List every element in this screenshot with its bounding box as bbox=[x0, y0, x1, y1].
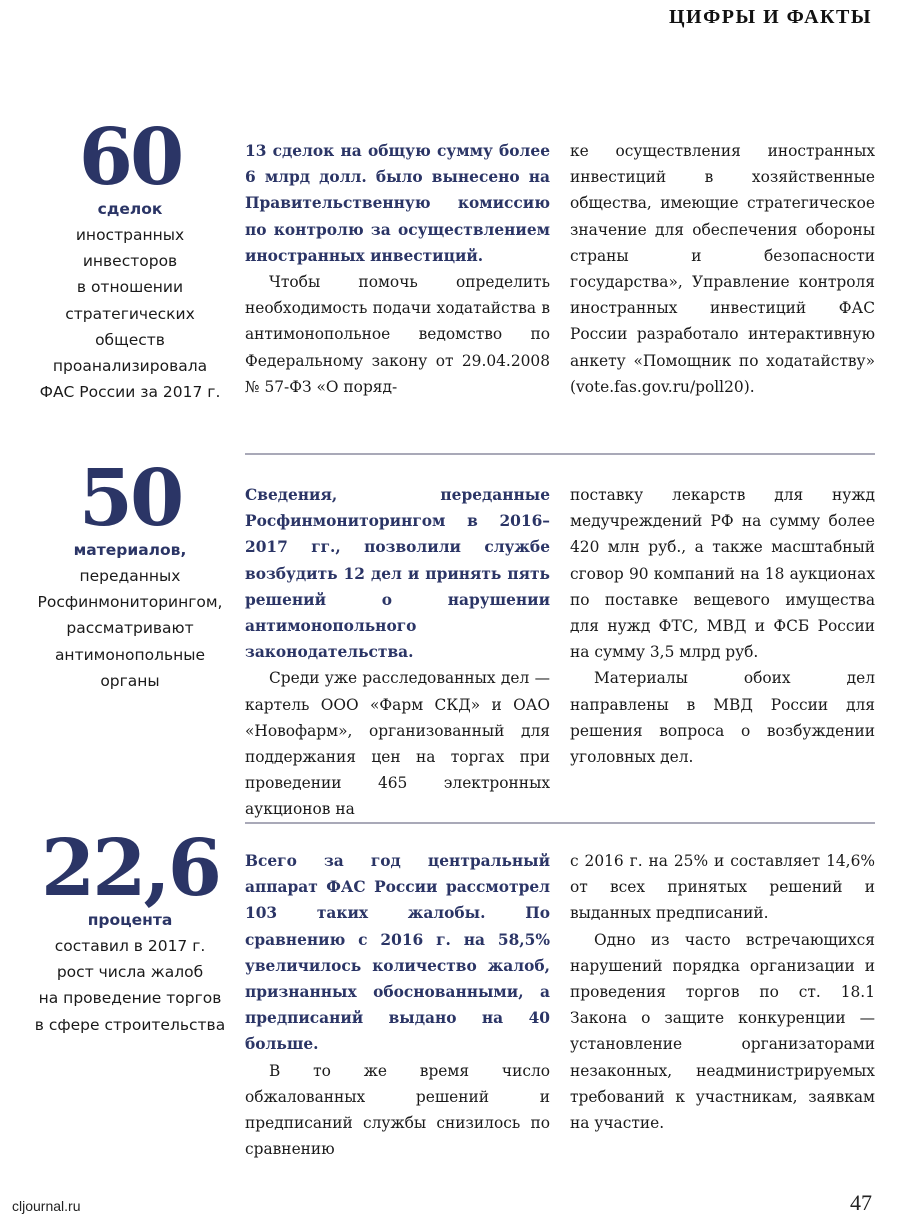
text-column-left bbox=[245, 138, 550, 400]
desc-line: иностранных bbox=[75, 226, 185, 244]
desc-line: Росфинмониторингом, bbox=[37, 593, 223, 612]
text-column-left bbox=[245, 482, 550, 823]
stat-panel bbox=[30, 823, 230, 1038]
desc-line: ФАС России за 2017 г. bbox=[39, 383, 221, 402]
body-paragraph: с 2016 г. на 25% и составляет 14,6% от всех принятых решений и выданных предписаний. bbox=[570, 852, 875, 923]
body-paragraph: ке осуществления иностранных инвестиций в хозяйственные общества, имеющие стратегическое значение для обеспечения обороны страны и безопасности государства», Управление контроля иностранных инвестиций ФАС России разработало интерактивную анкету «Помощник по ходатайству» (vote.fas.gov.ru/poll20). bbox=[570, 142, 875, 396]
stat-panel bbox=[30, 453, 230, 694]
desc-line: рассматривают bbox=[66, 619, 194, 638]
desc-line: инвесторов bbox=[82, 252, 178, 271]
stat-description bbox=[30, 222, 230, 405]
desc-line: на проведение торгов bbox=[38, 989, 222, 1008]
desc-line: органы bbox=[100, 671, 160, 690]
desc-line: обществ bbox=[95, 330, 165, 349]
desc-line: составил в 2017 г. bbox=[54, 937, 206, 955]
lead-paragraph: 13 сделок на общую сумму более 6 млрд долл. было вынесено на Правительственную комиссию по контролю за осуществлением иностранных инвестиций. bbox=[245, 142, 550, 265]
stat-description bbox=[30, 933, 230, 1038]
desc-line: рост числа жалоб bbox=[56, 963, 204, 982]
stat-number: 60 bbox=[78, 112, 182, 203]
stat-unit: процента bbox=[87, 911, 173, 929]
stat-unit: материалов, bbox=[73, 541, 187, 559]
desc-line: в отношении bbox=[76, 278, 184, 297]
lead-paragraph: Сведения, переданные Росфинмониторингом в 2016–2017 гг., позволили службе возбудить 12 дел и принять пять решений о нарушении антимонопольного законодательства. bbox=[245, 486, 550, 662]
stat-panel bbox=[30, 112, 230, 405]
desc-line: антимонопольные bbox=[54, 645, 206, 664]
section-title: ЦИФРЫ И ФАКТЫ bbox=[668, 6, 872, 28]
desc-line: проанализировала bbox=[52, 357, 208, 376]
text-column-right bbox=[570, 138, 875, 400]
stat-number: 50 bbox=[78, 453, 182, 544]
body-paragraph: Одно из часто встречающихся нарушений порядка организации и проведения торгов по ст. 18.1 Закона о защите конкуренции — установление организаторами незаконных, неадминистрируемых требований к участникам, заявкам на участие. bbox=[570, 930, 875, 1133]
body-paragraph: поставку лекарств для нужд медучреждений РФ на сумму более 420 млн руб., а также масштабный сговор 90 компаний на 18 аукционах по поставке вещевого имущества для нужд ФТС, МВД и ФСБ России на сумму 3,5 млрд руб. bbox=[570, 486, 875, 662]
text-column-right bbox=[570, 848, 875, 1136]
stat-unit: сделок bbox=[97, 200, 163, 218]
stat-number: 22,6 bbox=[41, 823, 219, 914]
body-paragraph: Материалы обоих дел направлены в МВД России для решения вопроса о возбуждении уголовных дел. bbox=[570, 669, 875, 767]
footer-website: cljournal.ru bbox=[12, 1198, 81, 1214]
section-divider bbox=[245, 453, 875, 455]
lead-paragraph: Всего за год центральный аппарат ФАС России рассмотрел 103 таких жалобы. По сравнению с 2016 г. на 58,5% увеличилось количество жалоб, признанных обоснованными, а предписаний выдано на 40 больше. bbox=[245, 852, 550, 1054]
body-paragraph: Среди уже расследованных дел — картель ООО «Фарм СКД» и ОАО «Новофарм», организованный для поддержания цен на торгах при проведении 465 электронных аукционов на bbox=[245, 669, 550, 819]
desc-line: стратегических bbox=[65, 304, 195, 323]
body-paragraph: Чтобы помочь определить необходимость подачи ходатайства в антимонопольное ведомство по Федеральному закону от 29.04.2008 № 57-ФЗ «О поряд- bbox=[245, 273, 550, 396]
desc-line: в сфере строительства bbox=[34, 1015, 226, 1034]
text-column-left bbox=[245, 848, 550, 1162]
stat-description bbox=[30, 563, 230, 694]
body-paragraph: В то же время число обжалованных решений и предписаний службы снизилось по сравнению bbox=[245, 1061, 550, 1159]
section-divider bbox=[245, 822, 875, 824]
text-column-right bbox=[570, 482, 875, 770]
page-number: 47 bbox=[850, 1190, 872, 1215]
desc-line: переданных bbox=[79, 567, 181, 585]
